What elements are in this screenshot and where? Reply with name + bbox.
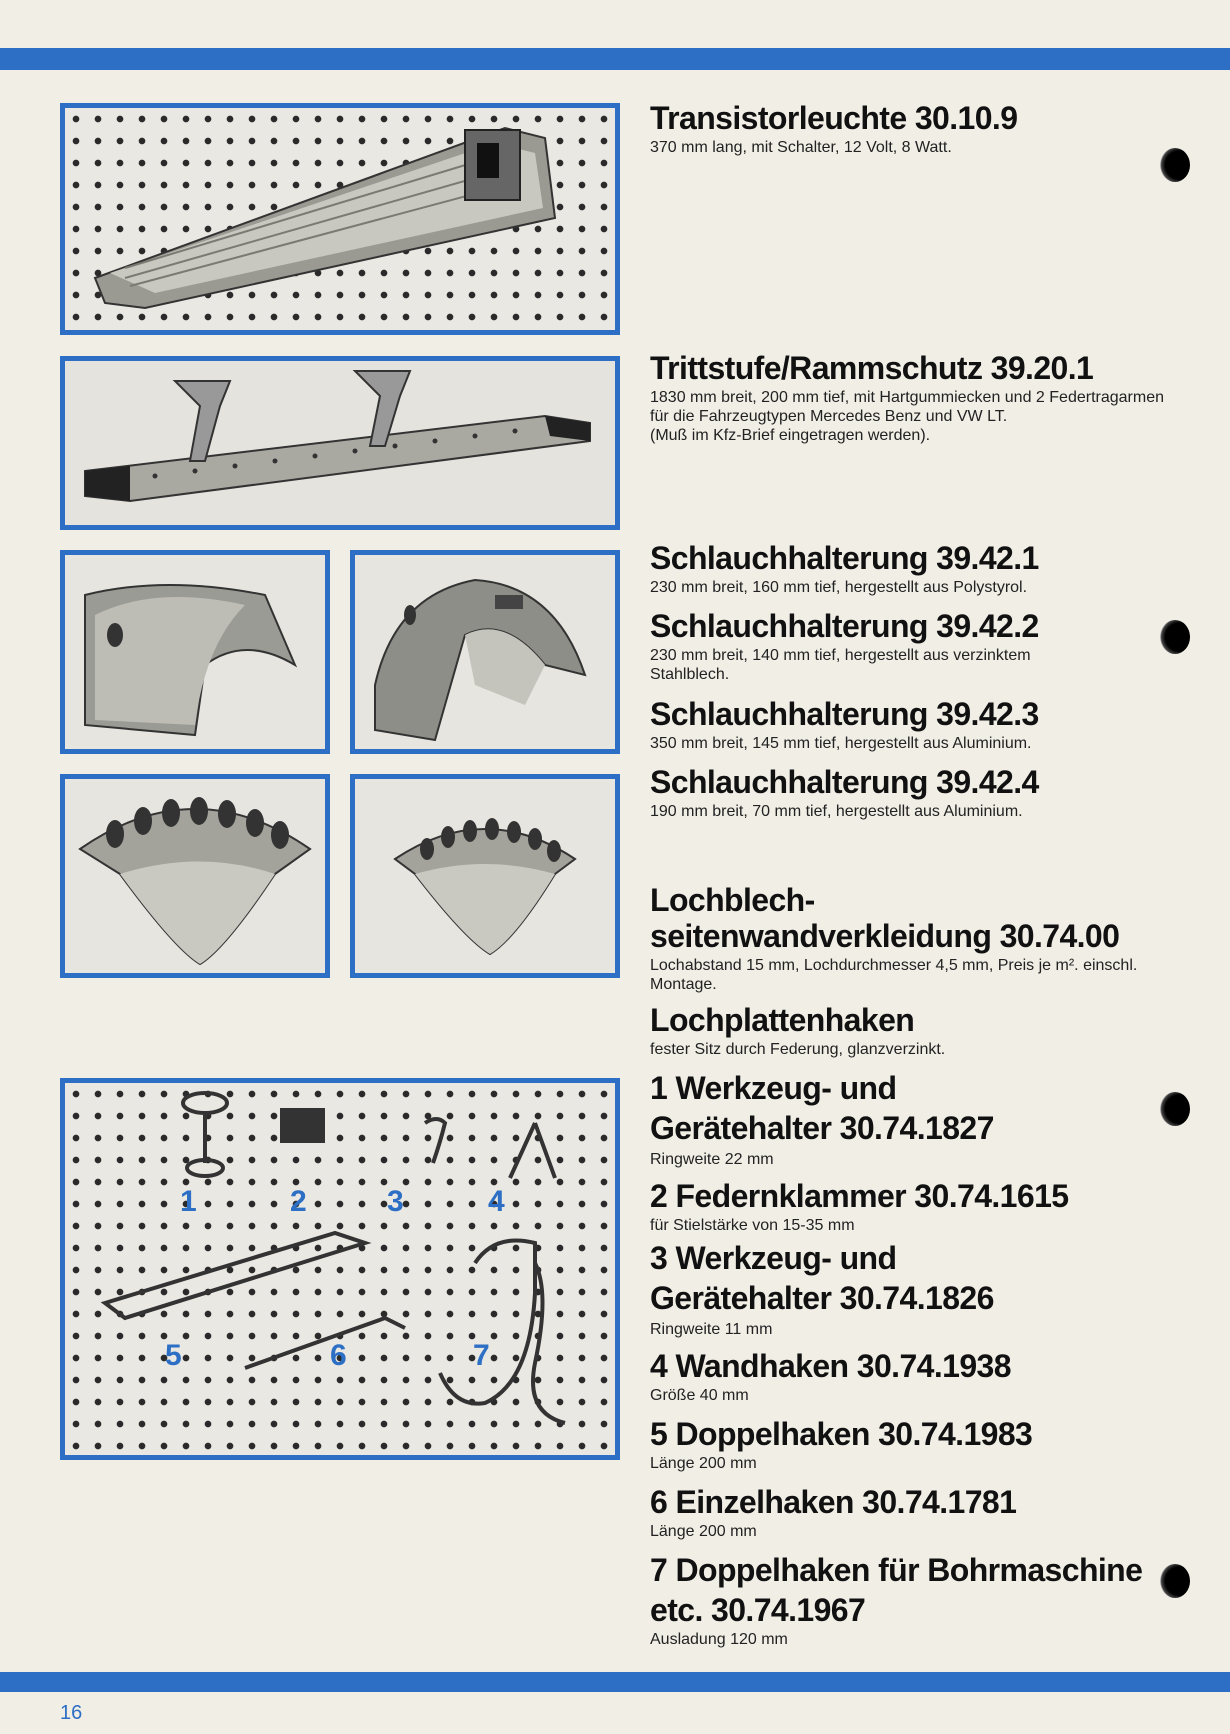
pegboard-hooks-illustration — [65, 1083, 615, 1455]
pegboard-hooks-photo — [60, 1078, 620, 1460]
product-title-line-1: 1 Werkzeug- und — [650, 1070, 897, 1106]
product-description: 190 mm breit, 70 mm tief, hergestellt aus Aluminium. — [650, 803, 1023, 820]
product-doppelhaken-1983 — [650, 1416, 1170, 1473]
hook-label-5: 5 — [165, 1339, 182, 1372]
product-title: Lochplattenhaken — [650, 1002, 915, 1038]
product-title-line-2: Gerätehalter 30.74.1826 — [650, 1280, 994, 1316]
hook-label-7: 7 — [473, 1339, 490, 1372]
hose-holder-2-illustration — [355, 555, 615, 749]
product-note: (Muß im Kfz-Brief eingetragen werden). — [650, 427, 931, 444]
product-description: 350 mm breit, 145 mm tief, hergestellt aus Aluminium. — [650, 735, 1032, 752]
product-title-line-2: etc. 30.74.1967 — [650, 1592, 866, 1628]
product-schlauchhalterung-1 — [650, 540, 1170, 597]
product-trittstufe — [650, 350, 1170, 445]
product-description: fester Sitz durch Federung, glanzverzinkt. — [650, 1041, 946, 1058]
product-title: Schlauchhalterung 39.42.4 — [650, 764, 1039, 800]
product-geraetehalter-1826 — [650, 1238, 1170, 1339]
product-title: Trittstufe/Rammschutz 39.20.1 — [650, 350, 1094, 386]
product-description: Länge 200 mm — [650, 1455, 757, 1472]
product-description: Größe 40 mm — [650, 1387, 749, 1404]
hose-holder-1-photo — [60, 550, 330, 754]
product-description: Ringweite 11 mm — [650, 1321, 773, 1338]
product-title: Schlauchhalterung 39.42.3 — [650, 696, 1039, 732]
product-schlauchhalterung-4 — [650, 764, 1170, 821]
product-title-line-1: 7 Doppelhaken für Bohrmaschine — [650, 1552, 1143, 1588]
product-schlauchhalterung-3 — [650, 696, 1170, 753]
product-geraetehalter-1827 — [650, 1068, 1170, 1169]
hook-label-1: 1 — [180, 1185, 197, 1218]
product-schlauchhalterung-2 — [650, 608, 1170, 684]
product-description: 370 mm lang, mit Schalter, 12 Volt, 8 Watt. — [650, 139, 952, 156]
product-title-line-2: Gerätehalter 30.74.1827 — [650, 1110, 994, 1146]
lamp-photo — [60, 103, 620, 335]
hose-holder-1-illustration — [65, 555, 325, 749]
step-bar-illustration — [65, 361, 615, 525]
product-lochblech — [650, 882, 1170, 994]
product-title: 2 Federnklammer 30.74.1615 — [650, 1178, 1069, 1214]
product-description: Länge 200 mm — [650, 1523, 757, 1540]
page-number: 16 — [60, 1702, 83, 1724]
product-title: Transistorleuchte 30.10.9 — [650, 100, 1018, 136]
hose-holder-2-photo — [350, 550, 620, 754]
hose-holder-3-photo — [60, 774, 330, 978]
product-description: Ausladung 120 mm — [650, 1631, 788, 1648]
lamp-illustration — [65, 108, 615, 330]
product-lochplattenhaken — [650, 1002, 1170, 1059]
product-einzelhaken — [650, 1484, 1170, 1541]
hook-label-2: 2 — [290, 1185, 307, 1218]
product-title: 6 Einzelhaken 30.74.1781 — [650, 1484, 1017, 1520]
product-wandhaken — [650, 1348, 1170, 1405]
product-description: 230 mm breit, 140 mm tief, hergestellt aus verzinktem Stahlblech. — [650, 647, 1031, 683]
hose-holder-4-illustration — [355, 779, 615, 973]
product-title-line-2: seitenwandverkleidung 30.74.00 — [650, 918, 1120, 954]
product-description: Ringweite 22 mm — [650, 1151, 774, 1168]
product-title-line-1: 3 Werkzeug- und — [650, 1240, 897, 1276]
product-description: 230 mm breit, 160 mm tief, hergestellt aus Polystyrol. — [650, 579, 1028, 596]
hook-label-3: 3 — [387, 1185, 404, 1218]
product-title: 4 Wandhaken 30.74.1938 — [650, 1348, 1011, 1384]
hook-label-6: 6 — [330, 1339, 347, 1372]
hose-holder-3-illustration — [65, 779, 325, 973]
product-description: für Stielstärke von 15-35 mm — [650, 1217, 855, 1234]
product-title: Schlauchhalterung 39.42.2 — [650, 608, 1039, 644]
product-federnklammer — [650, 1178, 1170, 1235]
step-bar-photo — [60, 356, 620, 530]
product-title: 5 Doppelhaken 30.74.1983 — [650, 1416, 1033, 1452]
product-title: Schlauchhalterung 39.42.1 — [650, 540, 1039, 576]
product-doppelhaken-1967 — [650, 1552, 1190, 1649]
bottom-color-band — [0, 1672, 1230, 1692]
product-description: 1830 mm breit, 200 mm tief, mit Hartgummiecken und 2 Federtragarmen für die Fahrzeugtypen Mercedes Benz und VW LT. — [650, 389, 1164, 425]
product-transistorleuchte — [650, 100, 1170, 157]
hose-holder-4-photo — [350, 774, 620, 978]
hook-label-4: 4 — [488, 1185, 505, 1218]
top-color-band — [0, 48, 1230, 70]
product-description: Lochabstand 15 mm, Lochdurchmesser 4,5 mm, Preis je m². einschl. Montage. — [650, 957, 1138, 993]
product-title-line-1: Lochblech- — [650, 882, 815, 918]
